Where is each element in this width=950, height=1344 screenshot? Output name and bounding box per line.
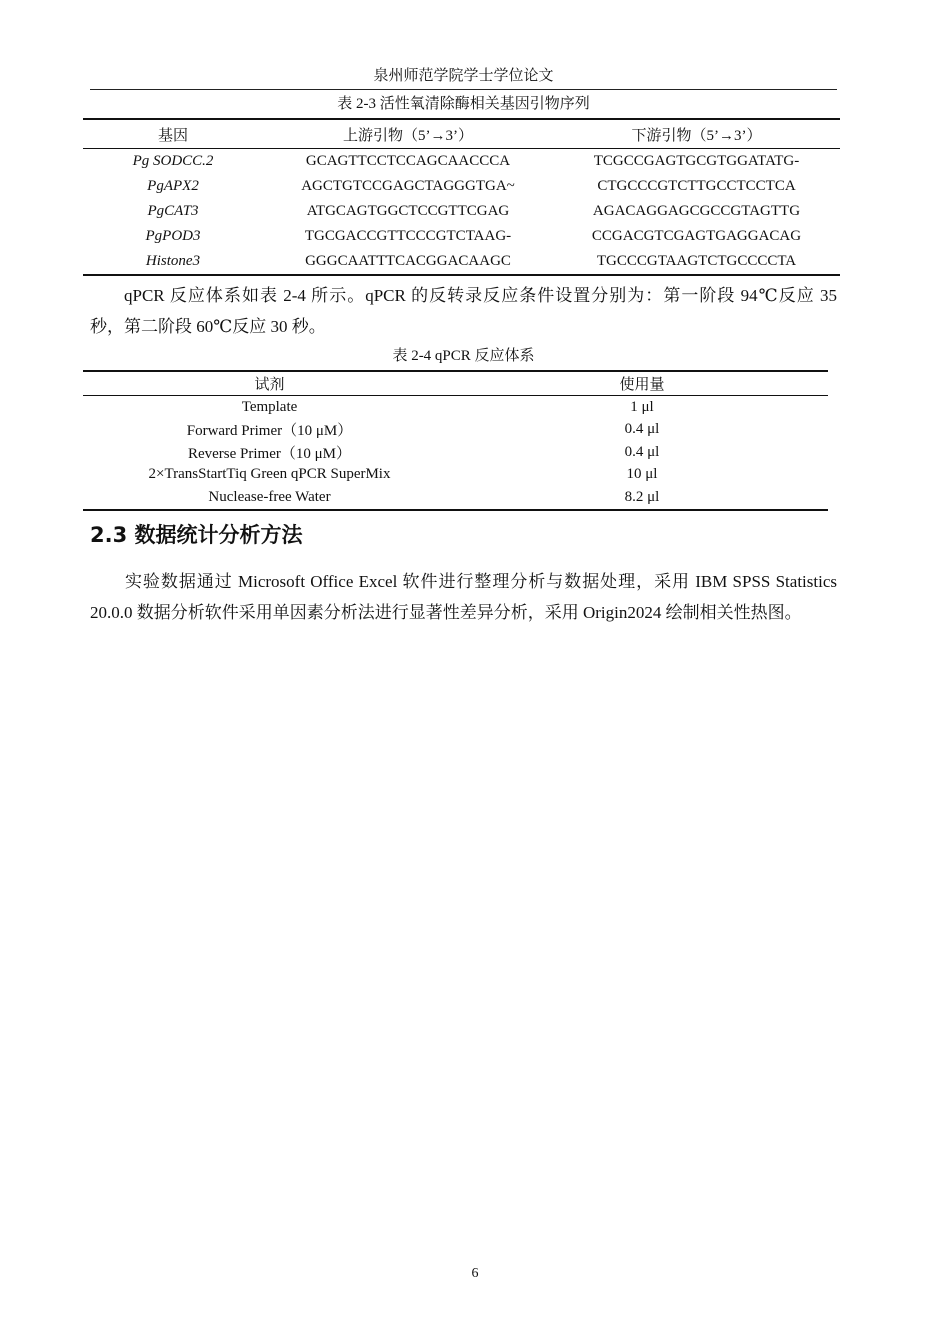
reverse-primer: CTGCCCGTCTTGCCTCCTCA — [597, 178, 796, 194]
reagent-name: Template — [241, 398, 298, 415]
table-row — [83, 396, 828, 419]
forward-primer: ATGCAGTGGCTCCGTTCGAG — [306, 203, 510, 219]
table-row — [83, 464, 828, 487]
forward-primer: GCAGTTCCTCCAGCAACCCA — [305, 153, 511, 169]
table-row — [83, 441, 828, 464]
table-row — [83, 419, 828, 442]
table-header-row — [83, 371, 828, 396]
body-paragraph-statistics-text: 实验数据通过 Microsoft Office Excel 软件进行整理分析与数据处理，采用 IBM SPSS Statistics 20.0.0 数据分析软件采用单因素分析法进行显著性差异分析，采用 Origin2024 绘制相关性热图。 — [90, 572, 837, 622]
gene-name: PgAPX2 — [147, 178, 199, 194]
reagent-amount: 10 μl — [626, 466, 658, 483]
primer-sequence-table — [83, 118, 840, 276]
table-2-3-caption: 表 2-3 活性氧清除酶相关基因引物序列 — [337, 96, 590, 112]
column-header-reverse-primer: 下游引物（5’→3’） — [553, 119, 840, 149]
reagent-amount: 0.4 μl — [624, 443, 660, 460]
body-paragraph-qpcr — [90, 280, 837, 342]
reagent-name: Nuclease-free Water — [208, 488, 331, 505]
forward-primer: TGCGACCGTTCCCGTCTAAG- — [304, 228, 512, 244]
forward-primer: AGCTGTCCGAGCTAGGGTGA~ — [301, 178, 515, 194]
reagent-amount: 0.4 μl — [624, 421, 660, 438]
body-paragraph-statistics — [90, 566, 837, 628]
body-paragraph-qpcr-text: qPCR 反应体系如表 2-4 所示。qPCR 的反转录反应条件设置分别为：第一阶段 94℃反应 35 秒，第二阶段 60℃反应 30 秒。 — [90, 286, 837, 336]
section-heading: 2.3 数据统计分析方法 — [90, 523, 303, 547]
reverse-primer: TCGCCGAGTGCGTGGATATG- — [593, 153, 800, 169]
reagent-name: Reverse Primer（10 μM） — [187, 445, 351, 462]
forward-primer: GGGCAATTTCACGGACAAGC — [305, 253, 511, 269]
reagent-name: 2×TransStartTiq Green qPCR SuperMix — [148, 466, 391, 483]
gene-name: PgCAT3 — [147, 203, 199, 219]
reagent-name: Forward Primer（10 μM） — [186, 423, 353, 440]
table-row — [83, 149, 840, 175]
table-row — [83, 249, 840, 275]
table-row — [83, 224, 840, 249]
reverse-primer: TGCCCGTAAGTCTGCCCCTA — [596, 253, 797, 269]
reagent-amount: 1 μl — [630, 398, 654, 415]
table-row — [83, 199, 840, 224]
column-header-reagent: 试剂 — [83, 371, 456, 396]
column-header-amount: 使用量 — [456, 371, 828, 396]
table-row — [83, 174, 840, 199]
page-header: 泉州师范学院学士学位论文 — [90, 64, 837, 90]
reagent-amount: 8.2 μl — [624, 488, 660, 505]
table-header-row — [83, 119, 840, 149]
gene-name: Pg SODCC.2 — [132, 153, 214, 169]
page-number: 6 — [471, 1266, 479, 1281]
column-header-forward-primer: 上游引物（5’→3’） — [263, 119, 553, 149]
reverse-primer: AGACAGGAGCGCCGTAGTTG — [592, 203, 801, 219]
gene-name: PgPOD3 — [145, 228, 201, 244]
qpcr-reaction-table — [83, 370, 828, 511]
table-row — [83, 486, 828, 510]
table-2-4-caption: 表 2-4 qPCR 反应体系 — [392, 348, 535, 364]
column-header-gene: 基因 — [83, 119, 263, 149]
gene-name: Histone3 — [145, 253, 201, 269]
reverse-primer: CCGACGTCGAGTGAGGACAG — [591, 228, 802, 244]
